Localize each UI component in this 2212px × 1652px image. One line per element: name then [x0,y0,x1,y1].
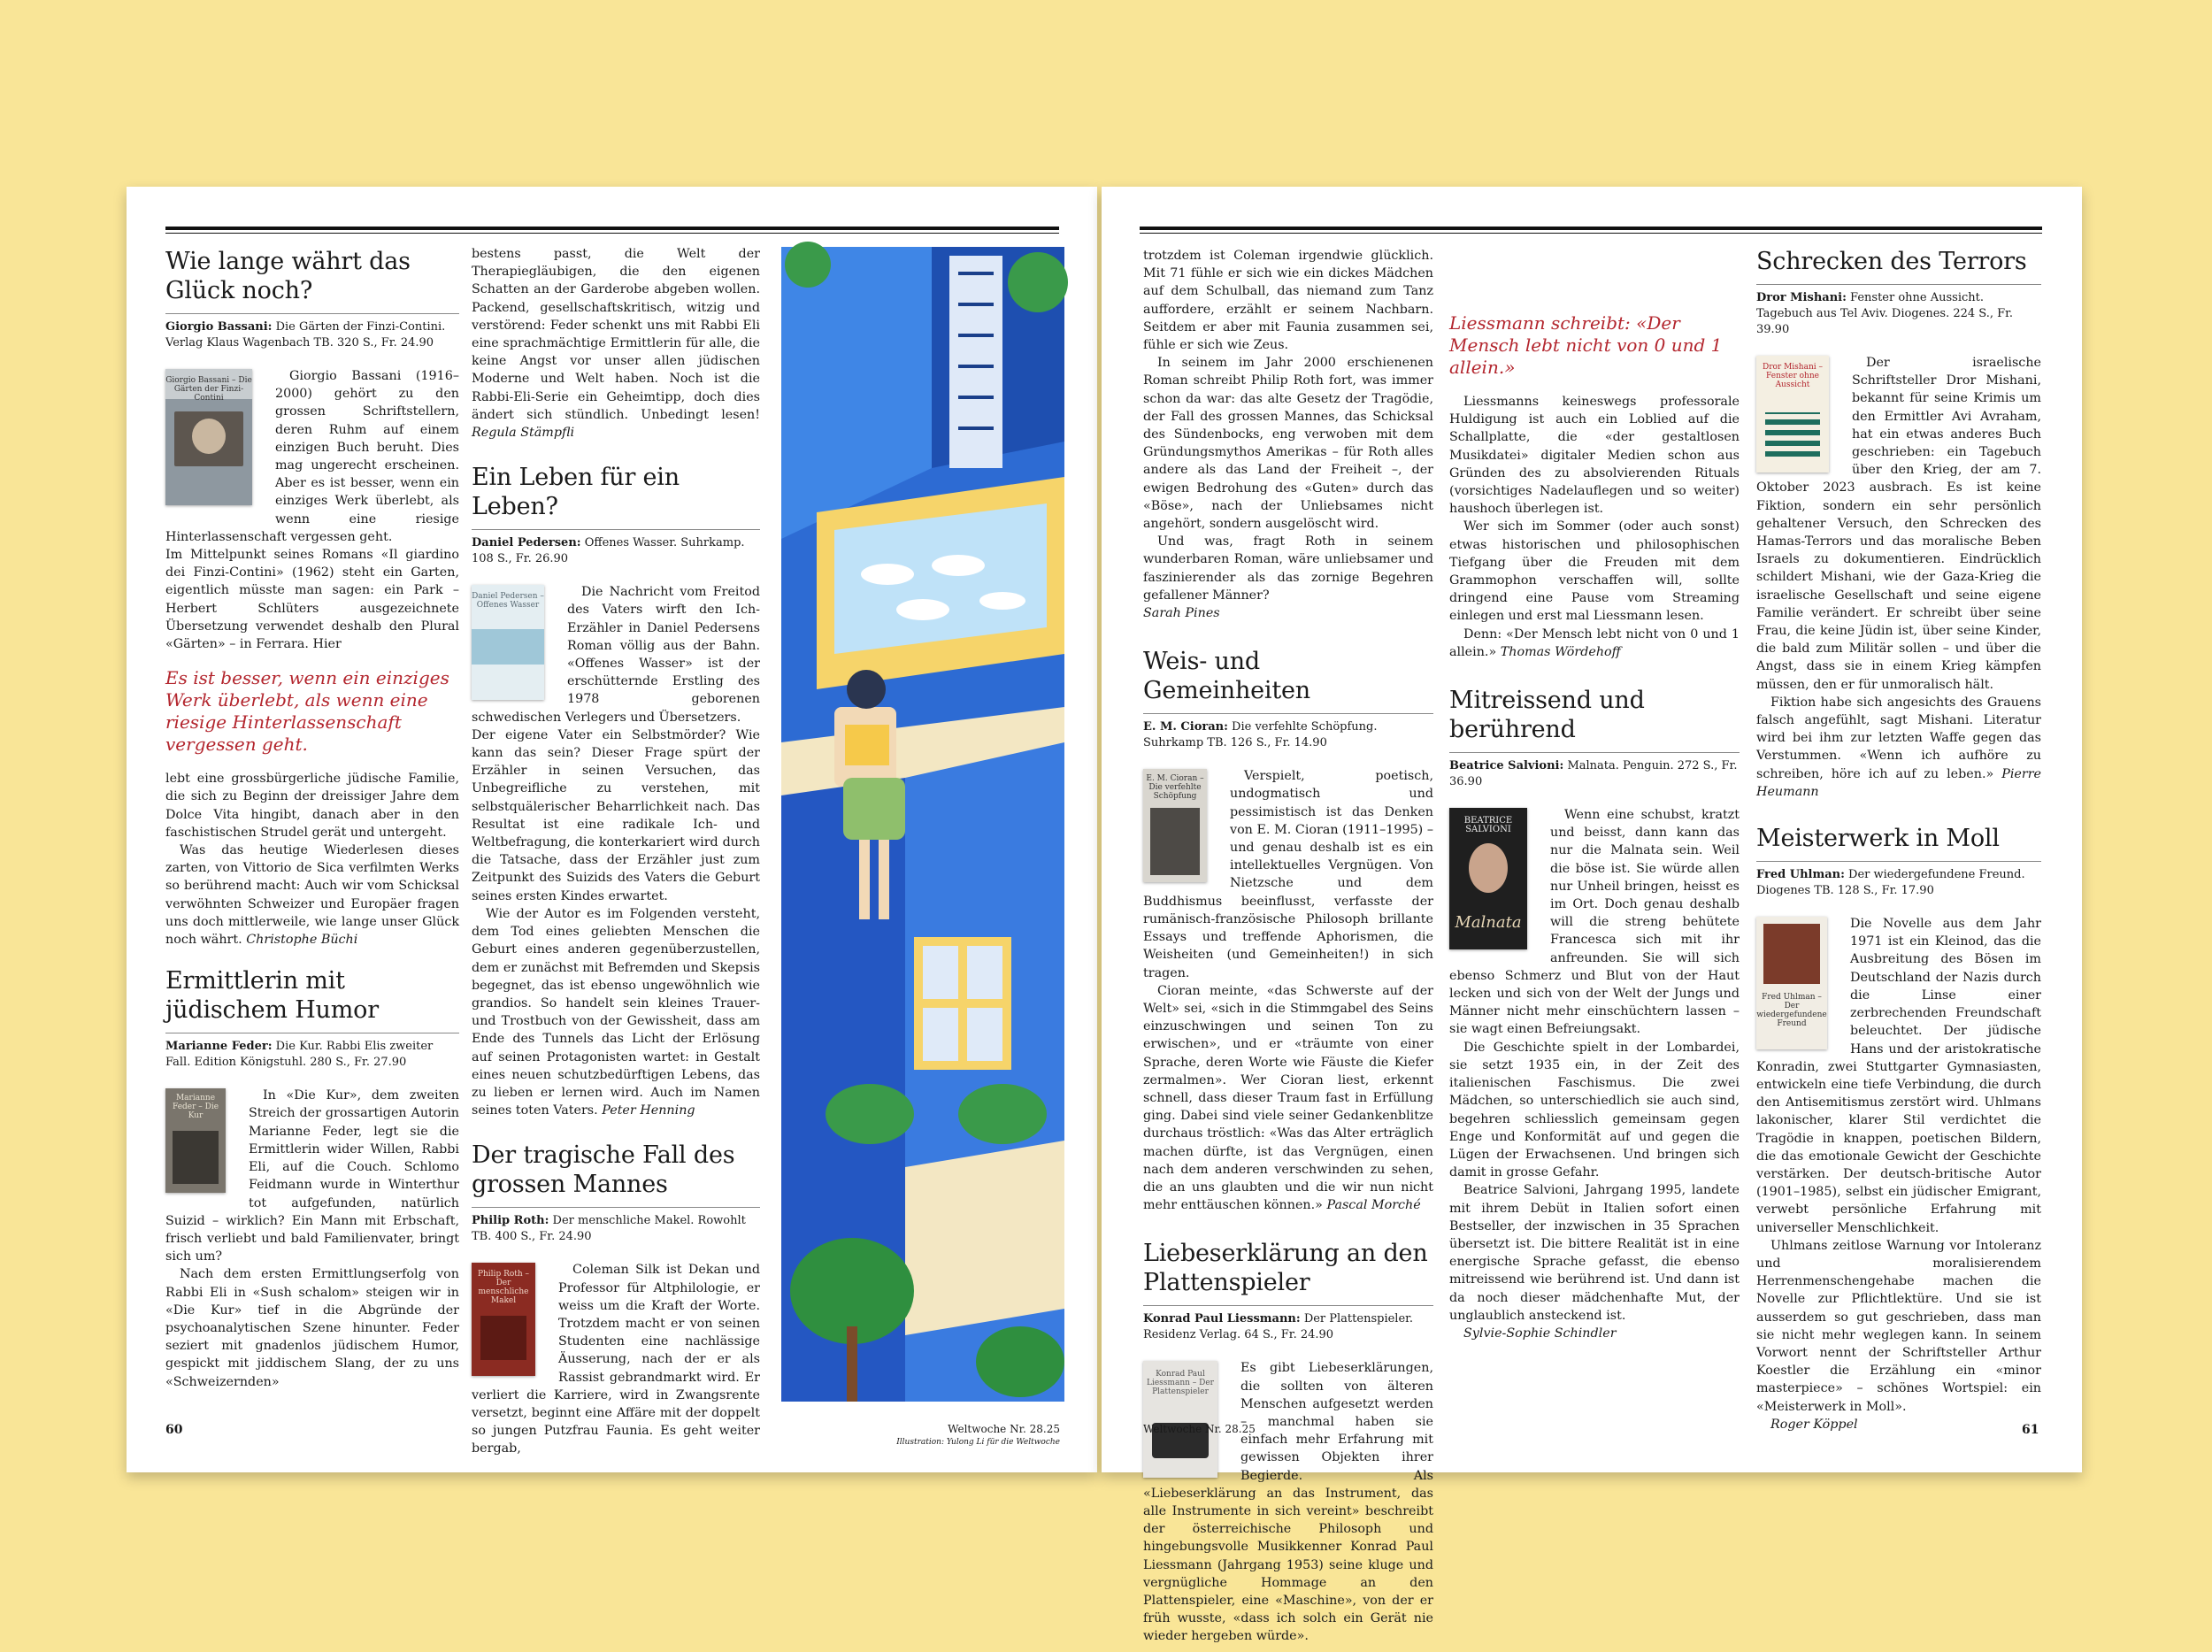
book-info: Philip Roth: Der menschliche Makel. Rowohlt TB. 400 S., Fr. 24.90 [472,1207,760,1245]
book-cover-bassani: Giorgio Bassani – Die Gärten der Finzi-Contini [165,369,252,505]
review-author: Pierre Heumann [1756,766,2041,799]
book-cover-liessmann: Konrad Paul Liessmann – Der Plattenspieler [1143,1361,1217,1478]
footer-issue: Weltwoche Nr. 28.25 [1143,1423,1256,1435]
article-title: Schrecken des Terrors [1756,248,2027,275]
article-title: Liebeserklärung an den Plattenspieler [1143,1240,1428,1297]
book-cover-cioran: E. M. Cioran – Die verfehlte Schöpfung [1143,769,1207,882]
review-author: Peter Henning [602,1103,695,1118]
top-rule-thin [165,233,1059,234]
illustration-credit: Illustration: Yulong Li für die Weltwoche [896,1438,1060,1447]
review-author: Pascal Morché [1326,1198,1421,1213]
left-page [127,187,1097,1472]
book-cover-mishani: Dror Mishani – Fenster ohne Aussicht [1756,356,1829,473]
review-author: Sarah Pines [1143,606,1220,621]
illustration-svg [781,247,1064,1402]
book-info: Marianne Feder: Die Kur. Rabbi Elis zweiter Fall. Edition Königstuhl. 280 S., Fr. 27.90 [165,1033,459,1071]
book-cover-roth: Philip Roth – Der menschliche Makel [472,1263,535,1376]
right-column-2: Liessmann schreibt: «Der Mensch lebt nicht von 0 und 1 allein.» Liessmanns keineswegs professorale Huldigung ist auch ein Loblied auf die Schallplatte, die «der gestaltlosen Musikdatei» digitaler Medien schon aus Gründen des zu absolvierenden Rituals (vorsichtiges Nadelauflegen und so weiter) haushoch überlegen ist. Wer sich im Sommer (oder auch sonst) etwas historischen und philosophischen Tiefgang über die Freuden mit dem Grammophon verschaffen will, sollte dringend eine Pause vom Streaming einlegen und erst mal Liessmann lesen. Denn: «Der Mensch lebt nicht von 0 und 1 allein.» Thomas Wördehoff Mitreissend und berührend Beatrice Salvioni: Malnata. Penguin. 272 S., Fr. 36.90 BEATRICE SALVIONI Malnata Wenn eine schubst, kratzt und beisst, dann kann das nur die Malnata sein. Weil die böse ist. Sie würde allen nur Unheil bringen, heisst es im Ort. Doch genau deshalb will die streng behütete Francesca sich mit ihr anfreunden. Sie will sich ebenso Schmerz und Blut von der Haut lecken und sich von der Welt der Jungs und Männer nicht mehr einschüchtern lassen – sie wagt einen Befreiungsakt. Die Geschichte spielt in der Lombardei, sie setzt 1935 ein, in der Zeit des italienischen Faschismus. Die zwei Mädchen, so unterschiedlich sie auch sind, begehren schliesslich gemeinsam gegen Enge und Konformität auf und gegen die Lügen der Erwachsenen. Und bringen sich damit in grosse Gefahr. Beatrice Salvioni, Jahrgang 1995, landete mit ihrem Debüt in Italien sofort einen Bestseller, der inzwischen in 35 Sprachen übersetzt ist. Die bittere Realität ist in eine energische Sprache gefasst, die ebenso mitreissend wie berührend ist. Und dann ist da noch dieser mädchenhafte Mut, der unglaublich ansteckend ist. Sylvie-Sophie Schindler [1449,247,1740,1342]
review-author: Thomas Wördehoff [1500,644,1621,659]
top-rule [165,227,1059,230]
page-number: 60 [165,1423,183,1437]
book-info: Daniel Pedersen: Offenes Wasser. Suhrkamp. 108 S., Fr. 26.90 [472,529,760,567]
left-column-2: bestens passt, die Welt der Therapiegläubigen, die den eigenen Schatten an der Garderobe abgeben wollen. Packend, gesellschaftskritisch, witzig und verstörend: Feder schenkt uns mit Rabbi Eli eine sprachmächtige Ermittlerin für alle, die keine Angst vor unser allen jüdischen Moderne und Welt haben. Noch ist die Rabbi-Eli-Serie ein Geheimtipp, doch dies ändert sich stündlich. Unbedingt lesen! Regula Stämpfli Ein Leben für ein Leben? Daniel Pedersen: Offenes Wasser. Suhrkamp. 108 S., Fr. 26.90 Daniel Pedersen – Offenes Wasser Die Nachricht vom Freitod des Vaters wirft den Ich-Erzähler in Daniel Pedersens Roman völlig aus der Bahn. «Offenes Wasser» ist der erschütternde Erstling des 1978 geborenen schwedischen Verlegers und Übersetzers. Der eigene Vater ein Selbstmörder? Wie kann das sein? Dieser Frage spürt der Erzähler in seinen Versuchen, das Unbegreifliche zu verstehen, mit selbstquälerischer Beharrlichkeit nach. Das Resultat ist eine radikale Ich- und Weltbefragung, die konterkariert wird durch die Tatsache, dass der Erzähler just zum Zeitpunkt des Suizids des Vaters die Geburt seines ersten Kindes erwartet. Wie der Autor es im Folgenden versteht, dem Tod eines geliebten Menschen die Geburt eines anderen gegenüberzustellen, dem er zunächst mit Befremden und Skepsis begegnet, das ist ebenso ungewöhnlich wie grandios. So handelt sein kleines Trauer- und Trostbuch von der Gewissheit, dass am Ende des Tunnels das Licht der Erlösung auf seinen Protagonisten wartet: in Gestalt eines neuen schutzbedürftigen Lebens, das zu lieben er lernen wird. Auch im Namen seines toten Vaters. Peter Henning Der tragische Fall des grossen Mannes Philip Roth: Der menschliche Makel. Rowohlt TB. 400 S., Fr. 24.90 Philip Roth – Der menschliche Makel Coleman Silk ist Dekan und Professor für Altphilologie, er weiss um die Kraft der Worte. Trotzdem macht er von seinen Studenten eine nachlässige Äusserung, nach der er als Rassist gebrandmarkt wird. Er verliert die Karriere, wird in Zwangsrente versetzt, beginnt eine Affäre mit der doppelt so jungen Putzfrau Faunia. Es geht weiter bergab, [472,247,760,1456]
book-info: Fred Uhlman: Der wiedergefundene Freund. Diogenes TB. 128 S., Fr. 17.90 [1756,861,2041,899]
book-info: Beatrice Salvioni: Malnata. Penguin. 272 S., Fr. 36.90 [1449,752,1740,790]
pull-quote: Liessmann schreibt: «Der Mensch lebt nicht von 0 und 1 allein.» [1449,312,1723,378]
article-title: Mitreissend und berührend [1449,687,1645,744]
article-title: Meisterwerk in Moll [1756,825,2000,853]
top-rule [1140,227,2042,230]
right-column-1: trotzdem ist Coleman irgendwie glücklich. Mit 71 fühle er sich wie ein dickes Mädchen auf dem Schulball, das niemand zum Tanz auffordere, erzählt er seinem Nachbarn. Seitdem er aber mit Faunia zusammen sei, fühle er sich wie Zeus. In seinem im Jahr 2000 erschienenen Roman schreibt Philip Roth fort, was immer schon da war: das alte Gesetz der Tragödie, der Fall des grossen Mannes, das Schicksal des Sündenbocks, eng verwoben mit dem Gründungsmythos Amerikas – für Roth alles andere als das Land der Freiheit –, der ewigen Bedrohung des «Guten» durch das «Böse», nach der Unliebsames nicht angehört, sondern ausgelöscht wird. Und was, fragt Roth in seinem wunderbaren Roman, wäre unliebsamer und faszinierender als das zornige Begehren gefallener Männer? Sarah Pines Weis- und Gemeinheiten E. M. Cioran: Die verfehlte Schöpfung. Suhrkamp TB. 126 S., Fr. 14.90 E. M. Cioran – Die verfehlte Schöpfung Verspielt, poetisch, undogmatisch und pessimistisch ist das Denken von E. M. Cioran (1911–1995) – und genau deshalb ist es ein intellektuelles Vergnügen. Von Nietzsche und dem Buddhismus beeinflusst, verfasste der rumänisch-französische Philosoph brillante Essays und treffende Aphorismen, die Weisheiten (und Gemeinheiten!) in sich tragen. Cioran meinte, «das Schwerste auf der Welt» sei, «sich in die Stimmgabel des Seins einzuschwingen und seinen Ton zu erwischen», und er «träumte von einer Sprache, deren Worte wie Fäuste die Kiefer zermalmen». Wer Cioran liest, erkennt schnell, dass dieser Traum fast in Erfüllung ging. Dabei sind viele seiner Gedankenblitze durchaus tröstlich: «Was das Alter erträglich machen dürfte, ist das Vergnügen, einen nach dem anderen verschwinden zu sehen, die an uns glaubten und die wir nun nicht mehr enttäuschen können.» Pascal Morché Liebeserklärung an den Plattenspieler Konrad Paul Liessmann: Der Plattenspieler. Residenz Verlag. 64 S., Fr. 24.90 Konrad Paul Liessmann – Der Plattenspieler Es gibt Liebeserklärungen, die sollten von älteren Menschen aufgesetzt werden – manchmal haben sie einfach mehr Erfahrung mit gewissen Objekten ihrer Begierde. Als «Liebeserklärung an das Instrument, das alle Instrumente in sich vereint» beschreibt der österreichische Philosoph und hingebungsvolle Musikkenner Konrad Paul Liessmann (Jahrgang 1953) seine kluge und vergnügliche Hommage an den Plattenspieler, eine «Maschine», von der er früh wusste, «dass ich solch ein Gerät nie wieder hergeben würde». [1143,249,1433,1644]
book-info: Giorgio Bassani: Die Gärten der Finzi-Contini. Verlag Klaus Wagenbach TB. 320 S., Fr. 24.90 [165,313,459,351]
book-info: Konrad Paul Liessmann: Der Plattenspieler. Residenz Verlag. 64 S., Fr. 24.90 [1143,1305,1433,1343]
book-cover-uhlman: Fred Uhlman – Der wiedergefundene Freund [1756,917,1827,1049]
page-number: 61 [2022,1423,2039,1437]
book-info: E. M. Cioran: Die verfehlte Schöpfung. Suhrkamp TB. 126 S., Fr. 14.90 [1143,713,1433,751]
book-cover-salvioni: BEATRICE SALVIONI Malnata [1449,808,1527,949]
pull-quote: Es ist besser, wenn ein einziges Werk überlebt, als wenn eine riesige Hinterlassenschaft vergessen geht. [165,667,449,756]
right-page [1102,187,2082,1644]
book-cover-pedersen: Daniel Pedersen – Offenes Wasser [472,585,544,700]
article-title: Ermittlerin mit jüdischem Humor [165,967,379,1025]
article-title: Weis- und Gemeinheiten [1143,648,1310,705]
right-column-3: Schrecken des Terrors Dror Mishani: Fenster ohne Aussicht. Tagebuch aus Tel Aviv. Diogenes. 224 S., Fr. 39.90 Dror Mishani – Fenster ohne Aussicht Der israelische Schriftsteller Dror Mishani, bekannt für seine Krimis um den Ermittler Avi Avraham, hat ein etwas anderes Buch geschrieben: ein Tagebuch über den Krieg, der am 7. Oktober 2023 ausbrach. Es ist keine Fiktion, sondern ein sehr persönlich gehaltener Versuch, den Schrecken des Hamas-Terrors und das moralische Beben Israels zu dokumentieren. Eindrücklich schildert Mishani, wie der Gaza-Krieg die israelische Gesellschaft und seine eigene Familie verändert. Er schreibt über seine Frau, die keine Jüdin ist, über seine Kinder, die bald zum Militär sollen – und über die Angst, dass sie in einem Krieg kämpfen müssen, den er für unmoralisch hält. Fiktion habe sich angesichts des Grauens falsch angefühlt, sagt Mishani. Literatur wird bei ihm zur letzten Waffe gegen das Verstummen. «Wenn ich aufhöre zu schreiben, höre ich auf zu leben.» Pierre Heumann Meisterwerk in Moll Fred Uhlman: Der wiedergefundene Freund. Diogenes TB. 128 S., Fr. 17.90 Fred Uhlman – Der wiedergefundene Freund Die Novelle aus dem Jahr 1971 ist ein Kleinod, das die Ausbreitung des Bösen im Deutschland der Nazis durch die Linse einer zerbrechenden Freundschaft beleuchtet. Der jüdische Hans und der aristokratische Konradin, zwei Stuttgarter Gymnasiasten, entwickeln eine tiefe Verbindung, die durch den Antisemitismus zerstört wird. Uhlmans lakonischer, klarer Stil verdichtet die Tragödie in knappen, poetischen Bildern, die das emotionale Gewicht der Geschichte verstärken. Der deutsch-britische Autor (1901–1985), selbst ein jüdischer Emigrant, verwebt persönliche Erfahrung mit universeller Menschlichkeit. Uhlmans zeitlose Warnung vor Intoleranz und moralisierendem Herrenmenschengehabe machen die Novelle zur Pflichtlektüre. Und sie ist ausserdem so gut geschrieben, dass man sie nicht mehr weglegen kann. In seinem Vorwort nennt der Schriftsteller Arthur Koestler die Erzählung ein «minor masterpiece» – schönes Wortspiel: ein «Meisterwerk in Moll». Roger Köppel [1756,247,2041,1433]
review-author: Sylvie-Sophie Schindler [1463,1325,1617,1341]
review-author: Roger Köppel [1770,1417,1858,1432]
left-column-1: Wie lange währt das Glück noch? Giorgio Bassani: Die Gärten der Finzi-Contini. Verlag Klaus Wagenbach TB. 320 S., Fr. 24.90 Giorgio Bassani – Die Gärten der Finzi-Contini Giorgio Bassani (1916–2000) gehört zu den grossen Schriftstellern, deren Ruhm auf einem einzigen Buch beruht. Dies mag ungerecht erscheinen. Aber es ist besser, wenn ein einziges Werk überlebt, als wenn eine riesige Hinterlassenschaft vergessen geht. Im Mittelpunkt seines Romans «Il giardino dei Finzi-Contini» (1962) steht ein Garten, eigentlich müsste man sagen: ein Park – Herbert Schlüters ausgezeichnete Übersetzung verwendet deshalb den Plural «Gärten» – in Ferrara. Hier Es ist besser, wenn ein einziges Werk überlebt, als wenn eine riesige Hinterlassenschaft vergessen geht. lebt eine grossbürgerliche jüdische Familie, die sich zu Beginn der dreissiger Jahre dem Dolce Vita hingibt, danach aber in den faschistischen Strudel gerät und untergeht. Was das heutige Wiederlesen dieses zarten, von Vittorio de Sica verfilmten Werks so berührend macht: Auch wir vom Schicksal verwöhnten Schweizer und Europäer fragen uns doch mittlerweile, wie lange unser Glück noch währt. Christophe Büchi Ermittlerin mit jüdischem Humor Marianne Feder: Die Kur. Rabbi Elis zweiter Fall. Edition Königstuhl. 280 S., Fr. 27.90 Marianne Feder – Die Kur In «Die Kur», dem zweiten Streich der grossartigen Autorin Marianne Feder, legt sie die Ermittlerin wider Willen, Rabbi Eli, auf die Couch. Schlomo Feidmann wurde in Winterthur tot aufgefunden, natürlich Suizid – wirklich? Ein Mann mit Erbschaft, frisch verliebt und bald Familienvater, bringt sich um? Nach dem ersten Ermittlungserfolg von Rabbi Eli in «Sush schalom» steigen wir in «Die Kur» tief in die Abgründe der psychoanalytischen Szene hinunter. Feder seziert mit gnadenlos jüdischem Humor, gespickt mit jiddischem Slang, der zu uns «Schweizernden» [165,248,459,1389]
article-title: Wie lange währt das Glück noch? [165,248,411,304]
article-title: Der tragische Fall des grossen Mannes [472,1141,735,1199]
illustration-city-reader [781,247,1064,1402]
review-author: Christophe Büchi [246,933,358,948]
review-author: Regula Stämpfli [472,426,575,441]
book-cover-feder: Marianne Feder – Die Kur [165,1088,226,1193]
top-rule-thin [1140,233,2042,234]
book-info: Dror Mishani: Fenster ohne Aussicht. Tagebuch aus Tel Aviv. Diogenes. 224 S., Fr. 39.90 [1756,284,2041,338]
article-title: Ein Leben für ein Leben? [472,464,680,521]
footer-issue: Weltwoche Nr. 28.25 [948,1423,1060,1435]
